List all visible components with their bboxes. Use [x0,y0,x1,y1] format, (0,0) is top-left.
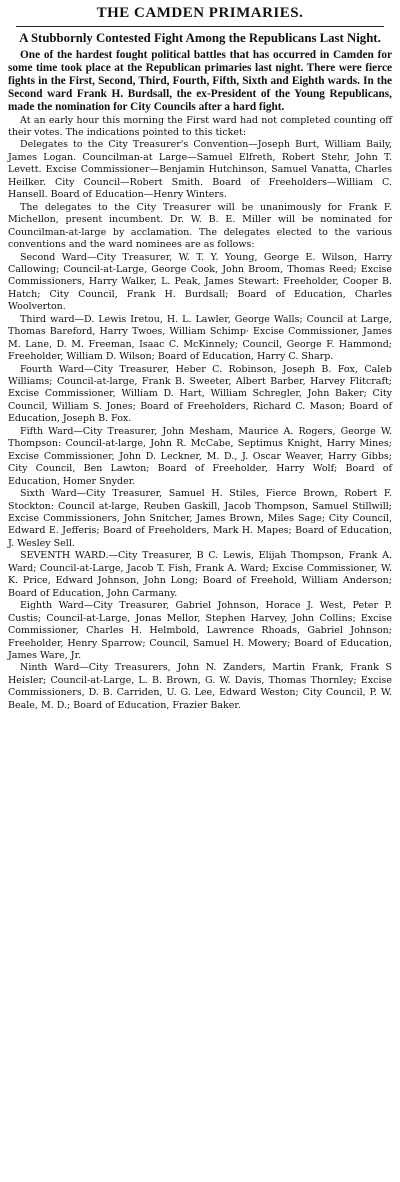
article-headline: THE CAMDEN PRIMARIES. [96,5,304,21]
article-paragraph: Eighth Ward—City Treasurer, Gabriel Johnson, Horace J. West, Peter P. Custis; Council-at-Large, Jonas Mellor, Stephen Harvey, John Collins; Excise Commissioner, Charles H. Helmbold, Lawrence Rhoads, Gabriel Johnson; Freeholder, Henry Sparrow; Council, Samuel H. Mowery; Board of Education, James Ware, Jr. [8,600,392,661]
article-paragraph: Ninth Ward—City Treasurers, John N. Zanders, Martin Frank, Frank S Heisler; Council-at-Large, L. B. Brown, G. W. Davis, Thomas Thornley; Excise Commissioners, D. B. Carriden, U. G. Lee, Edward Weston; City Council, P. W. Beale, M. D.; Board of Education, Frazier Baker. [8,662,392,711]
article-paragraph: One of the hardest fought political battles that has occurred in Camden for some time took place at the Republican primaries last night. There were fierce fights in the First, Second, Third, Fourth, Fifth, Sixth and Eighth wards. In the Second ward Frank H. Burdsall, the ex-President of the Young Republicans, made the nomination for City Councils after a hard fight. [8,48,392,114]
article-subhead: A Stubbornly Contested Fight Among the Republicans Last Night. [19,31,381,45]
article-paragraph: Delegates to the City Treasurer's Convention—Joseph Burt, William Baily, James Logan. Councilman-at Large—Samuel Elfreth, Robert Stehr, John T. Levett. Excise Commissioner—Benjamin Hutchinson, Samuel Vanatta, Charles Heilker. City Council—Robert Smith. Board of Freeholders—William C. Hansell. Board of Education—Henry Winters. [8,139,392,201]
headline-rule [16,26,384,27]
article-paragraph: The delegates to the City Treasurer will be unanimously for Frank F. Michellon, present incumbent. Dr. W. B. E. Miller will be nominated for Councilman-at-large by acclamation. The delegates elected to the various conventions and the ward nominees are as follows: [8,201,392,251]
article-paragraph: Fourth Ward—City Treasurer, Heber C. Robinson, Joseph B. Fox, Caleb Williams; Council-at-large, Frank B. Sweeter, Albert Barber, Harvey Flitcraft; Excise Commissioner, William D. Hart, William Schregler, John Baker; City Council, William S. Jones; Board of Freeholders, Richard C. Mason; Board of Education, Joseph B. Fox. [8,363,392,425]
article-paragraph: Sixth Ward—City Treasurer, Samuel H. Stiles, Fierce Brown, Robert F. Stockton: Council at-large, Reuben Gaskill, Jacob Thompson, Samuel Stillwill; Excise Commissioners, John Snitcher, James Brown, Miles Sage; City Council, Edward E. Jefferis; Board of Freeholders, Mark H. Mapes; Board of Education, J. Wesley Sell. [8,488,392,549]
article-paragraph: Third ward—D. Lewis Iretou, H. L. Lawler, George Walls; Council at Large, Thomas Bareford, Harry Twoes, William Schimp· Excise Commissioner, James M. Lane, D. M. Freeman, Isaac C. McKinnely; Council, George F. Hammond; Freeholder, William D. Wilson; Board of Education, Harry C. Sharp. [8,313,392,363]
article-paragraph: SEVENTH WARD.—City Treasurer, B C. Lewis, Elijah Thompson, Frank A. Ward; Council-at-Large, Jacob T. Fish, Frank A. Ward; Excise Commissioner, W. K. Price, Edward Johnson, John Long; Board of Freehold, William Anderson; Board of Education, John Carmany. [8,550,392,599]
article-paragraph: At an early hour this morning the First ward had not completed counting off their votes. The indications pointed to this ticket: [8,114,392,138]
article-paragraph: Second Ward—City Treasurer, W. T. Y. Young, George E. Wilson, Harry Callowing; Council-at-Large, George Cook, John Broom, Thomas Reed; Excise Commissioners, Harry Walker, L. Peak, James Stewart: Freeholder, Cooper B. Hatch; City Council, Frank H. Burdsall; Board of Education, Charles Woolverton. [8,251,392,313]
article-paragraph: Fifth Ward—City Treasurer, John Mesham, Maurice A. Rogers, George W. Thompson: Council-at-large, John R. McCabe, Septimus Knight, Harry Mines; Excise Commissioner, John D. Leckner, M. D., J. Oscar Weaver, Harry Gibbs; City Council, Ben Lawton; Board of Freeholder, Harry Wolf; Board of Education, Homer Snyder. [8,425,392,487]
